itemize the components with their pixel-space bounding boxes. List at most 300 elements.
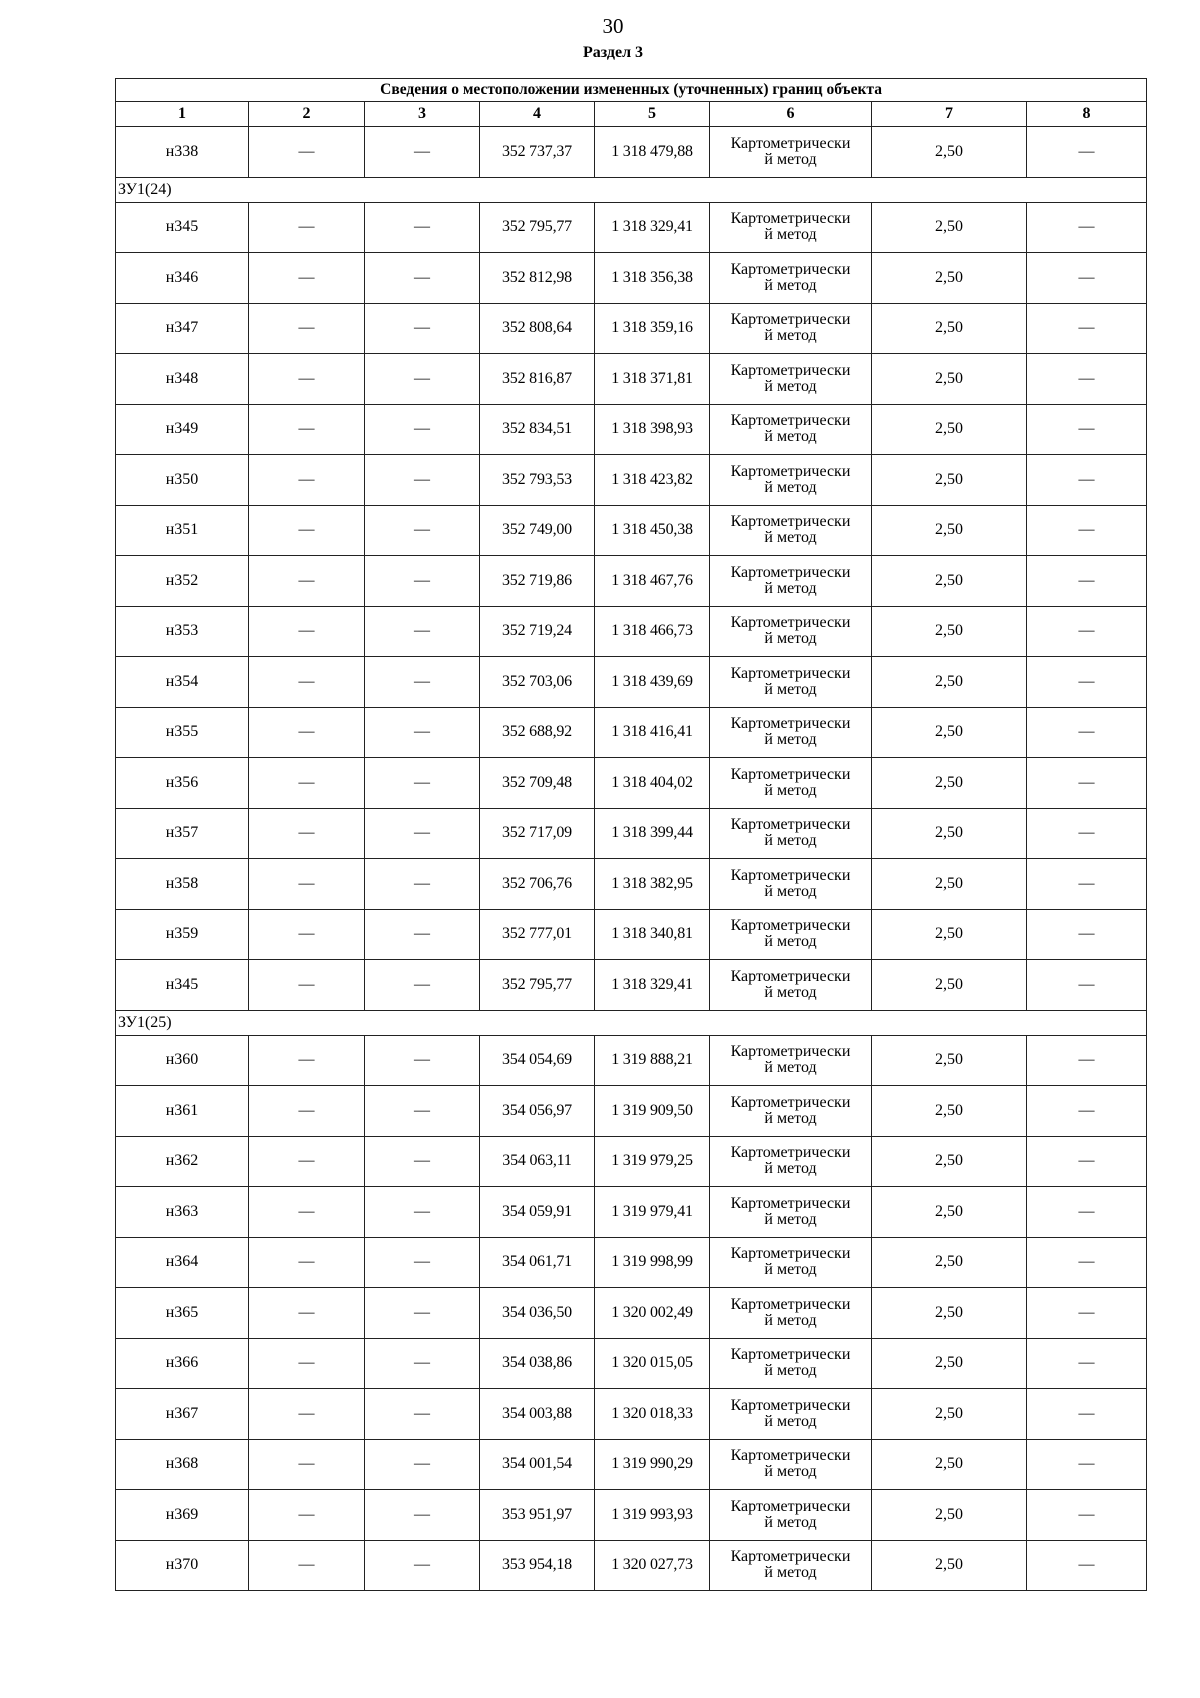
method-cell — [710, 1237, 872, 1288]
column-2-value: — — [249, 455, 365, 506]
method-cell — [710, 960, 872, 1011]
method-text-line1: Картометрически — [730, 1194, 851, 1212]
column-3-value: — — [365, 202, 480, 253]
method-text-line1: Картометрически — [730, 1245, 851, 1263]
column-2-value: — — [249, 1540, 365, 1591]
accuracy-value: 2,50 — [872, 859, 1027, 910]
method-text-line2: й метод — [764, 1311, 817, 1329]
accuracy-value: 2,50 — [872, 1338, 1027, 1389]
column-8-value: — — [1027, 859, 1147, 910]
x-coordinate: 352 777,01 — [480, 909, 595, 960]
accuracy-value: 2,50 — [872, 1237, 1027, 1288]
method-text-line2: й метод — [764, 933, 817, 951]
y-coordinate: 1 320 018,33 — [595, 1389, 710, 1440]
x-coordinate: 352 749,00 — [480, 505, 595, 556]
column-8-value: — — [1027, 1490, 1147, 1541]
y-coordinate: 1 318 399,44 — [595, 808, 710, 859]
column-2-value: — — [249, 707, 365, 758]
method-text-line1: Картометрически — [730, 210, 851, 228]
method-text-line2: й метод — [764, 428, 817, 446]
column-2-value: — — [249, 354, 365, 405]
x-coordinate: 352 709,48 — [480, 758, 595, 809]
method-text-line2: й метод — [764, 1261, 817, 1279]
method-text-line2: й метод — [764, 983, 817, 1001]
group-label: ЗУ1(24) — [116, 177, 1147, 202]
table-row — [116, 1389, 1147, 1440]
table-row — [116, 404, 1147, 455]
method-text-line1: Картометрически — [730, 967, 851, 985]
y-coordinate: 1 318 359,16 — [595, 303, 710, 354]
method-cell — [710, 354, 872, 405]
x-coordinate: 352 719,86 — [480, 556, 595, 607]
point-name: н353 — [116, 606, 249, 657]
column-3-value: — — [365, 1439, 480, 1490]
method-text-line1: Картометрически — [730, 1043, 851, 1061]
y-coordinate: 1 319 993,93 — [595, 1490, 710, 1541]
accuracy-value: 2,50 — [872, 1389, 1027, 1440]
x-coordinate: 354 036,50 — [480, 1288, 595, 1339]
column-number: 2 — [249, 102, 365, 127]
method-text-line2: й метод — [764, 781, 817, 799]
y-coordinate: 1 319 990,29 — [595, 1439, 710, 1490]
column-8-value: — — [1027, 1288, 1147, 1339]
point-name: н348 — [116, 354, 249, 405]
column-3-value: — — [365, 1086, 480, 1137]
table-row — [116, 303, 1147, 354]
method-cell — [710, 1035, 872, 1086]
column-3-value: — — [365, 1136, 480, 1187]
column-3-value: — — [365, 303, 480, 354]
method-text-line1: Картометрически — [730, 311, 851, 329]
column-8-value: — — [1027, 404, 1147, 455]
method-cell — [710, 127, 872, 178]
method-text-line1: Картометрически — [730, 1447, 851, 1465]
table-row — [116, 1136, 1147, 1187]
column-8-value: — — [1027, 657, 1147, 708]
table-caption-row — [116, 79, 1147, 102]
column-number: 8 — [1027, 102, 1147, 127]
table-row — [116, 1035, 1147, 1086]
method-cell — [710, 606, 872, 657]
x-coordinate: 352 795,77 — [480, 202, 595, 253]
accuracy-value: 2,50 — [872, 960, 1027, 1011]
accuracy-value: 2,50 — [872, 1136, 1027, 1187]
column-2-value: — — [249, 606, 365, 657]
method-text-line2: й метод — [764, 1513, 817, 1531]
point-name: н366 — [116, 1338, 249, 1389]
method-text-line1: Картометрически — [730, 917, 851, 935]
y-coordinate: 1 318 371,81 — [595, 354, 710, 405]
method-cell — [710, 707, 872, 758]
x-coordinate: 354 038,86 — [480, 1338, 595, 1389]
column-8-value: — — [1027, 455, 1147, 506]
x-coordinate: 354 001,54 — [480, 1439, 595, 1490]
method-cell — [710, 1338, 872, 1389]
column-2-value: — — [249, 556, 365, 607]
point-name: н352 — [116, 556, 249, 607]
x-coordinate: 353 954,18 — [480, 1540, 595, 1591]
x-coordinate: 352 812,98 — [480, 253, 595, 304]
y-coordinate: 1 318 467,76 — [595, 556, 710, 607]
method-text-line2: й метод — [764, 226, 817, 244]
table-row — [116, 657, 1147, 708]
table-row — [116, 505, 1147, 556]
method-text-line1: Картометрически — [730, 614, 851, 632]
column-2-value: — — [249, 1439, 365, 1490]
column-3-value: — — [365, 1237, 480, 1288]
x-coordinate: 354 003,88 — [480, 1389, 595, 1440]
y-coordinate: 1 318 382,95 — [595, 859, 710, 910]
column-3-value: — — [365, 1035, 480, 1086]
y-coordinate: 1 319 888,21 — [595, 1035, 710, 1086]
column-number: 1 — [116, 102, 249, 127]
table-row — [116, 202, 1147, 253]
column-8-value: — — [1027, 1237, 1147, 1288]
method-cell — [710, 1540, 872, 1591]
table-row — [116, 606, 1147, 657]
method-cell — [710, 909, 872, 960]
column-8-value: — — [1027, 606, 1147, 657]
y-coordinate: 1 318 479,88 — [595, 127, 710, 178]
column-8-value: — — [1027, 960, 1147, 1011]
column-3-value: — — [365, 1389, 480, 1440]
table-row — [116, 1540, 1147, 1591]
column-2-value: — — [249, 303, 365, 354]
y-coordinate: 1 318 439,69 — [595, 657, 710, 708]
table-row — [116, 455, 1147, 506]
x-coordinate: 354 054,69 — [480, 1035, 595, 1086]
column-8-value: — — [1027, 202, 1147, 253]
x-coordinate: 352 706,76 — [480, 859, 595, 910]
table-row — [116, 909, 1147, 960]
column-3-value: — — [365, 1187, 480, 1238]
method-text-line2: й метод — [764, 1160, 817, 1178]
method-text-line1: Картометрически — [730, 260, 851, 278]
accuracy-value: 2,50 — [872, 505, 1027, 556]
point-name: н360 — [116, 1035, 249, 1086]
column-number: 4 — [480, 102, 595, 127]
method-text-line2: й метод — [764, 478, 817, 496]
table-row — [116, 1237, 1147, 1288]
table-row — [116, 859, 1147, 910]
method-text-line1: Картометрически — [730, 1497, 851, 1515]
table-row — [116, 1338, 1147, 1389]
table-row — [116, 127, 1147, 178]
column-2-value: — — [249, 1187, 365, 1238]
point-name: н356 — [116, 758, 249, 809]
method-text-line2: й метод — [764, 579, 817, 597]
x-coordinate: 352 816,87 — [480, 354, 595, 405]
section-title: Раздел 3 — [582, 44, 644, 61]
accuracy-value: 2,50 — [872, 1288, 1027, 1339]
method-text-line2: й метод — [764, 1463, 817, 1481]
accuracy-value: 2,50 — [872, 758, 1027, 809]
point-name: н365 — [116, 1288, 249, 1339]
table-row — [116, 707, 1147, 758]
group-header-row — [116, 1010, 1147, 1035]
column-3-value: — — [365, 354, 480, 405]
column-3-value: — — [365, 758, 480, 809]
column-3-value: — — [365, 606, 480, 657]
method-text-line2: й метод — [764, 276, 817, 294]
method-text-line1: Картометрически — [730, 361, 851, 379]
column-2-value: — — [249, 1136, 365, 1187]
column-2-value: — — [249, 1338, 365, 1389]
y-coordinate: 1 318 340,81 — [595, 909, 710, 960]
x-coordinate: 352 719,24 — [480, 606, 595, 657]
y-coordinate: 1 320 027,73 — [595, 1540, 710, 1591]
point-name: н354 — [116, 657, 249, 708]
table-row — [116, 1490, 1147, 1541]
accuracy-value: 2,50 — [872, 455, 1027, 506]
accuracy-value: 2,50 — [872, 909, 1027, 960]
column-3-value: — — [365, 1288, 480, 1339]
column-2-value: — — [249, 859, 365, 910]
point-name: н347 — [116, 303, 249, 354]
y-coordinate: 1 318 423,82 — [595, 455, 710, 506]
column-3-value: — — [365, 127, 480, 178]
accuracy-value: 2,50 — [872, 1540, 1027, 1591]
page-number: 30 — [602, 14, 624, 38]
point-name: н358 — [116, 859, 249, 910]
method-text-line2: й метод — [764, 327, 817, 345]
column-2-value: — — [249, 909, 365, 960]
method-text-line2: й метод — [764, 377, 817, 395]
point-name: н370 — [116, 1540, 249, 1591]
method-cell — [710, 455, 872, 506]
accuracy-value: 2,50 — [872, 1439, 1027, 1490]
accuracy-value: 2,50 — [872, 707, 1027, 758]
method-text-line2: й метод — [764, 1109, 817, 1127]
table-row — [116, 354, 1147, 405]
y-coordinate: 1 318 404,02 — [595, 758, 710, 809]
column-3-value: — — [365, 1540, 480, 1591]
column-3-value: — — [365, 909, 480, 960]
method-cell — [710, 657, 872, 708]
point-name: н338 — [116, 127, 249, 178]
x-coordinate: 353 951,97 — [480, 1490, 595, 1541]
point-name: н367 — [116, 1389, 249, 1440]
method-text-line1: Картометрически — [730, 765, 851, 783]
method-text-line1: Картометрически — [730, 1093, 851, 1111]
x-coordinate: 354 059,91 — [480, 1187, 595, 1238]
method-text-line2: й метод — [764, 1059, 817, 1077]
column-8-value: — — [1027, 1439, 1147, 1490]
column-2-value: — — [249, 202, 365, 253]
column-8-value: — — [1027, 808, 1147, 859]
column-2-value: — — [249, 404, 365, 455]
x-coordinate: 352 808,64 — [480, 303, 595, 354]
x-coordinate: 354 063,11 — [480, 1136, 595, 1187]
column-2-value: — — [249, 960, 365, 1011]
y-coordinate: 1 319 998,99 — [595, 1237, 710, 1288]
table-row — [116, 960, 1147, 1011]
accuracy-value: 2,50 — [872, 303, 1027, 354]
column-3-value: — — [365, 404, 480, 455]
column-2-value: — — [249, 758, 365, 809]
point-name: н362 — [116, 1136, 249, 1187]
column-3-value: — — [365, 808, 480, 859]
y-coordinate: 1 320 015,05 — [595, 1338, 710, 1389]
accuracy-value: 2,50 — [872, 354, 1027, 405]
column-2-value: — — [249, 1490, 365, 1541]
column-number: 6 — [710, 102, 872, 127]
method-text-line2: й метод — [764, 150, 817, 168]
method-text-line1: Картометрически — [730, 816, 851, 834]
column-8-value: — — [1027, 909, 1147, 960]
point-name: н359 — [116, 909, 249, 960]
column-3-value: — — [365, 505, 480, 556]
column-3-value: — — [365, 859, 480, 910]
column-2-value: — — [249, 1237, 365, 1288]
column-3-value: — — [365, 253, 480, 304]
method-cell — [710, 1389, 872, 1440]
method-text-line2: й метод — [764, 630, 817, 648]
method-text-line1: Картометрически — [730, 1144, 851, 1162]
point-name: н355 — [116, 707, 249, 758]
accuracy-value: 2,50 — [872, 606, 1027, 657]
point-name: н357 — [116, 808, 249, 859]
point-name: н345 — [116, 202, 249, 253]
accuracy-value: 2,50 — [872, 404, 1027, 455]
table-row — [116, 556, 1147, 607]
table-row — [116, 1086, 1147, 1137]
y-coordinate: 1 318 398,93 — [595, 404, 710, 455]
method-text-line1: Картометрически — [730, 866, 851, 884]
method-text-line1: Картометрически — [730, 1548, 851, 1566]
point-name: н345 — [116, 960, 249, 1011]
table-row — [116, 808, 1147, 859]
accuracy-value: 2,50 — [872, 657, 1027, 708]
accuracy-value: 2,50 — [872, 808, 1027, 859]
y-coordinate: 1 319 979,41 — [595, 1187, 710, 1238]
column-8-value: — — [1027, 127, 1147, 178]
point-name: н346 — [116, 253, 249, 304]
method-cell — [710, 808, 872, 859]
y-coordinate: 1 318 329,41 — [595, 960, 710, 1011]
column-8-value: — — [1027, 505, 1147, 556]
method-text-line2: й метод — [764, 731, 817, 749]
column-3-value: — — [365, 707, 480, 758]
accuracy-value: 2,50 — [872, 1086, 1027, 1137]
method-cell — [710, 253, 872, 304]
column-3-value: — — [365, 1490, 480, 1541]
column-2-value: — — [249, 1389, 365, 1440]
table-row — [116, 1439, 1147, 1490]
method-cell — [710, 556, 872, 607]
method-cell — [710, 859, 872, 910]
column-2-value: — — [249, 253, 365, 304]
column-8-value: — — [1027, 758, 1147, 809]
method-text-line2: й метод — [764, 1210, 817, 1228]
y-coordinate: 1 319 909,50 — [595, 1086, 710, 1137]
column-2-value: — — [249, 808, 365, 859]
column-8-value: — — [1027, 1136, 1147, 1187]
accuracy-value: 2,50 — [872, 556, 1027, 607]
method-text-line1: Картометрически — [730, 412, 851, 430]
method-cell — [710, 202, 872, 253]
accuracy-value: 2,50 — [872, 1035, 1027, 1086]
x-coordinate: 352 737,37 — [480, 127, 595, 178]
column-8-value: — — [1027, 707, 1147, 758]
method-text-line2: й метод — [764, 1362, 817, 1380]
x-coordinate: 352 795,77 — [480, 960, 595, 1011]
method-cell — [710, 758, 872, 809]
column-number: 3 — [365, 102, 480, 127]
column-2-value: — — [249, 1035, 365, 1086]
point-name: н363 — [116, 1187, 249, 1238]
point-name: н349 — [116, 404, 249, 455]
x-coordinate: 352 793,53 — [480, 455, 595, 506]
accuracy-value: 2,50 — [872, 1490, 1027, 1541]
column-3-value: — — [365, 657, 480, 708]
column-8-value: — — [1027, 253, 1147, 304]
method-cell — [710, 1136, 872, 1187]
y-coordinate: 1 318 356,38 — [595, 253, 710, 304]
method-cell — [710, 505, 872, 556]
point-name: н350 — [116, 455, 249, 506]
method-text-line2: й метод — [764, 1412, 817, 1430]
accuracy-value: 2,50 — [872, 253, 1027, 304]
method-cell — [710, 1439, 872, 1490]
x-coordinate: 352 688,92 — [480, 707, 595, 758]
method-text-line1: Картометрически — [730, 1295, 851, 1313]
x-coordinate: 354 056,97 — [480, 1086, 595, 1137]
method-cell — [710, 1490, 872, 1541]
column-2-value: — — [249, 505, 365, 556]
y-coordinate: 1 318 416,41 — [595, 707, 710, 758]
column-number-row — [116, 102, 1147, 127]
column-3-value: — — [365, 960, 480, 1011]
column-8-value: — — [1027, 1389, 1147, 1440]
column-2-value: — — [249, 1086, 365, 1137]
point-name: н364 — [116, 1237, 249, 1288]
group-header-row — [116, 177, 1147, 202]
point-name: н361 — [116, 1086, 249, 1137]
column-2-value: — — [249, 1288, 365, 1339]
method-text-line1: Картометрически — [730, 563, 851, 581]
point-name: н351 — [116, 505, 249, 556]
method-text-line1: Картометрически — [730, 664, 851, 682]
x-coordinate: 354 061,71 — [480, 1237, 595, 1288]
column-8-value: — — [1027, 1338, 1147, 1389]
method-cell — [710, 303, 872, 354]
column-number: 7 — [872, 102, 1027, 127]
column-number: 5 — [595, 102, 710, 127]
table-row — [116, 758, 1147, 809]
table-row — [116, 253, 1147, 304]
y-coordinate: 1 318 329,41 — [595, 202, 710, 253]
column-8-value: — — [1027, 1540, 1147, 1591]
accuracy-value: 2,50 — [872, 127, 1027, 178]
table-row — [116, 1288, 1147, 1339]
method-text-line1: Картометрически — [730, 513, 851, 531]
column-3-value: — — [365, 1338, 480, 1389]
column-2-value: — — [249, 657, 365, 708]
point-name: н369 — [116, 1490, 249, 1541]
method-cell — [710, 1288, 872, 1339]
column-3-value: — — [365, 455, 480, 506]
method-text-line1: Картометрически — [730, 134, 851, 152]
group-label: ЗУ1(25) — [116, 1010, 1147, 1035]
y-coordinate: 1 319 979,25 — [595, 1136, 710, 1187]
column-8-value: — — [1027, 1086, 1147, 1137]
y-coordinate: 1 320 002,49 — [595, 1288, 710, 1339]
x-coordinate: 352 834,51 — [480, 404, 595, 455]
accuracy-value: 2,50 — [872, 202, 1027, 253]
x-coordinate: 352 717,09 — [480, 808, 595, 859]
method-text-line2: й метод — [764, 680, 817, 698]
